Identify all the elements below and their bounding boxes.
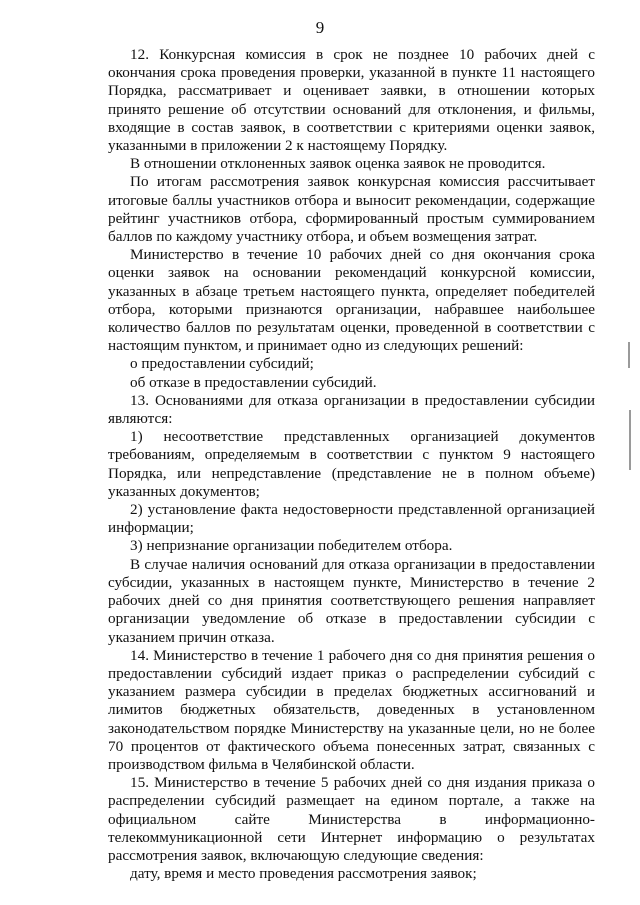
paragraph-13-item-3: 3) непризнание организации победителем отбора. [130, 537, 453, 555]
paragraph-13: 13. Основаниями для отказа организации в предоставлении субсидии являются: [108, 391, 595, 428]
document-body [108, 46, 595, 883]
paragraph-ministry-decision: Министерство в течение 10 рабочих дней со дня окончания срока оценки заявок на основании рекомендаций конкурсной комиссии, указанных в абзаце третьем настоящего пункта, определяет победителей отбора, которыми признаются организации, набравшее наибольшее количество баллов по результатам оценки, проведенной в соответствии с настоящим пунктом, и принимает одно из следующих решений: [108, 246, 595, 355]
paragraph-decision-grant: о предоставлении субсидий; [130, 355, 314, 373]
scan-edge-mark-1 [628, 342, 630, 368]
paragraph-refusal-notice: В случае наличия оснований для отказа организации в предоставлении субсидии, указанных в настоящем пункте, Министерство в течение 2 рабочих дней со дня принятия соответствующего решения направляет организации уведомление об отказе в предоставлении субсидии с указанием причин отказа. [108, 555, 595, 646]
paragraph-15: 15. Министерство в течение 5 рабочих дней со дня издания приказа о распределении субсидий размещает на едином портале, а также на официальном сайте Министерства в информационно-телекоммуникационной сети Интернет информацию о результатах рассмотрения заявок, включающую следующие сведения: [108, 774, 595, 864]
paragraph-decision-refuse: об отказе в предоставлении субсидий. [130, 373, 377, 391]
paragraph-13-item-1: 1) несоответствие представленных организацией документов требованиям, определяемым в соответствии с пунктом 9 настоящего Порядка, или непредставление (представление не в полном объеме) указанных документов; [108, 428, 595, 500]
paragraph-commission-results: По итогам рассмотрения заявок конкурсная комиссия рассчитывает итоговые баллы участников отбора и выносит рекомендации, содержащие рейтинг участников отбора, сформированный простым суммированием баллов по каждому участнику отбора, и объем возмещения затрат. [108, 173, 595, 246]
paragraph-12: 12. Конкурсная комиссия в срок не позднее 10 рабочих дней с окончания срока проведения проверки, указанной в пункте 11 настоящего Порядка, рассматривает и оценивает заявки, в отношении которых принято решение об отсутствии оснований для отклонения, и фильмы, входящие в состав заявок, в соответствии с критериями оценки заявок, указанными в приложении 2 к настоящему Порядку. [108, 46, 595, 155]
paragraph-15-item-date: дату, время и место проведения рассмотрения заявок; [130, 865, 477, 883]
scan-edge-mark-2 [629, 410, 631, 470]
page-number: 9 [315, 18, 325, 37]
paragraph-13-item-2: 2) установление факта недостоверности представленной организацией информации; [108, 501, 595, 537]
paragraph-rejected-note: В отношении отклоненных заявок оценка заявок не проводится. [130, 155, 546, 173]
paragraph-14: 14. Министерство в течение 1 рабочего дня со дня принятия решения о предоставлении субсидий издает приказ о распределении субсидий с указанием размера субсидии в пределах бюджетных ассигнований и лимитов бюджетных обязательств, доведенных в установленном законодательством порядке Министерству на указанные цели, но не более 70 процентов от фактического объема понесенных затрат, связанных с производством фильма в Челябинской области. [108, 646, 595, 773]
